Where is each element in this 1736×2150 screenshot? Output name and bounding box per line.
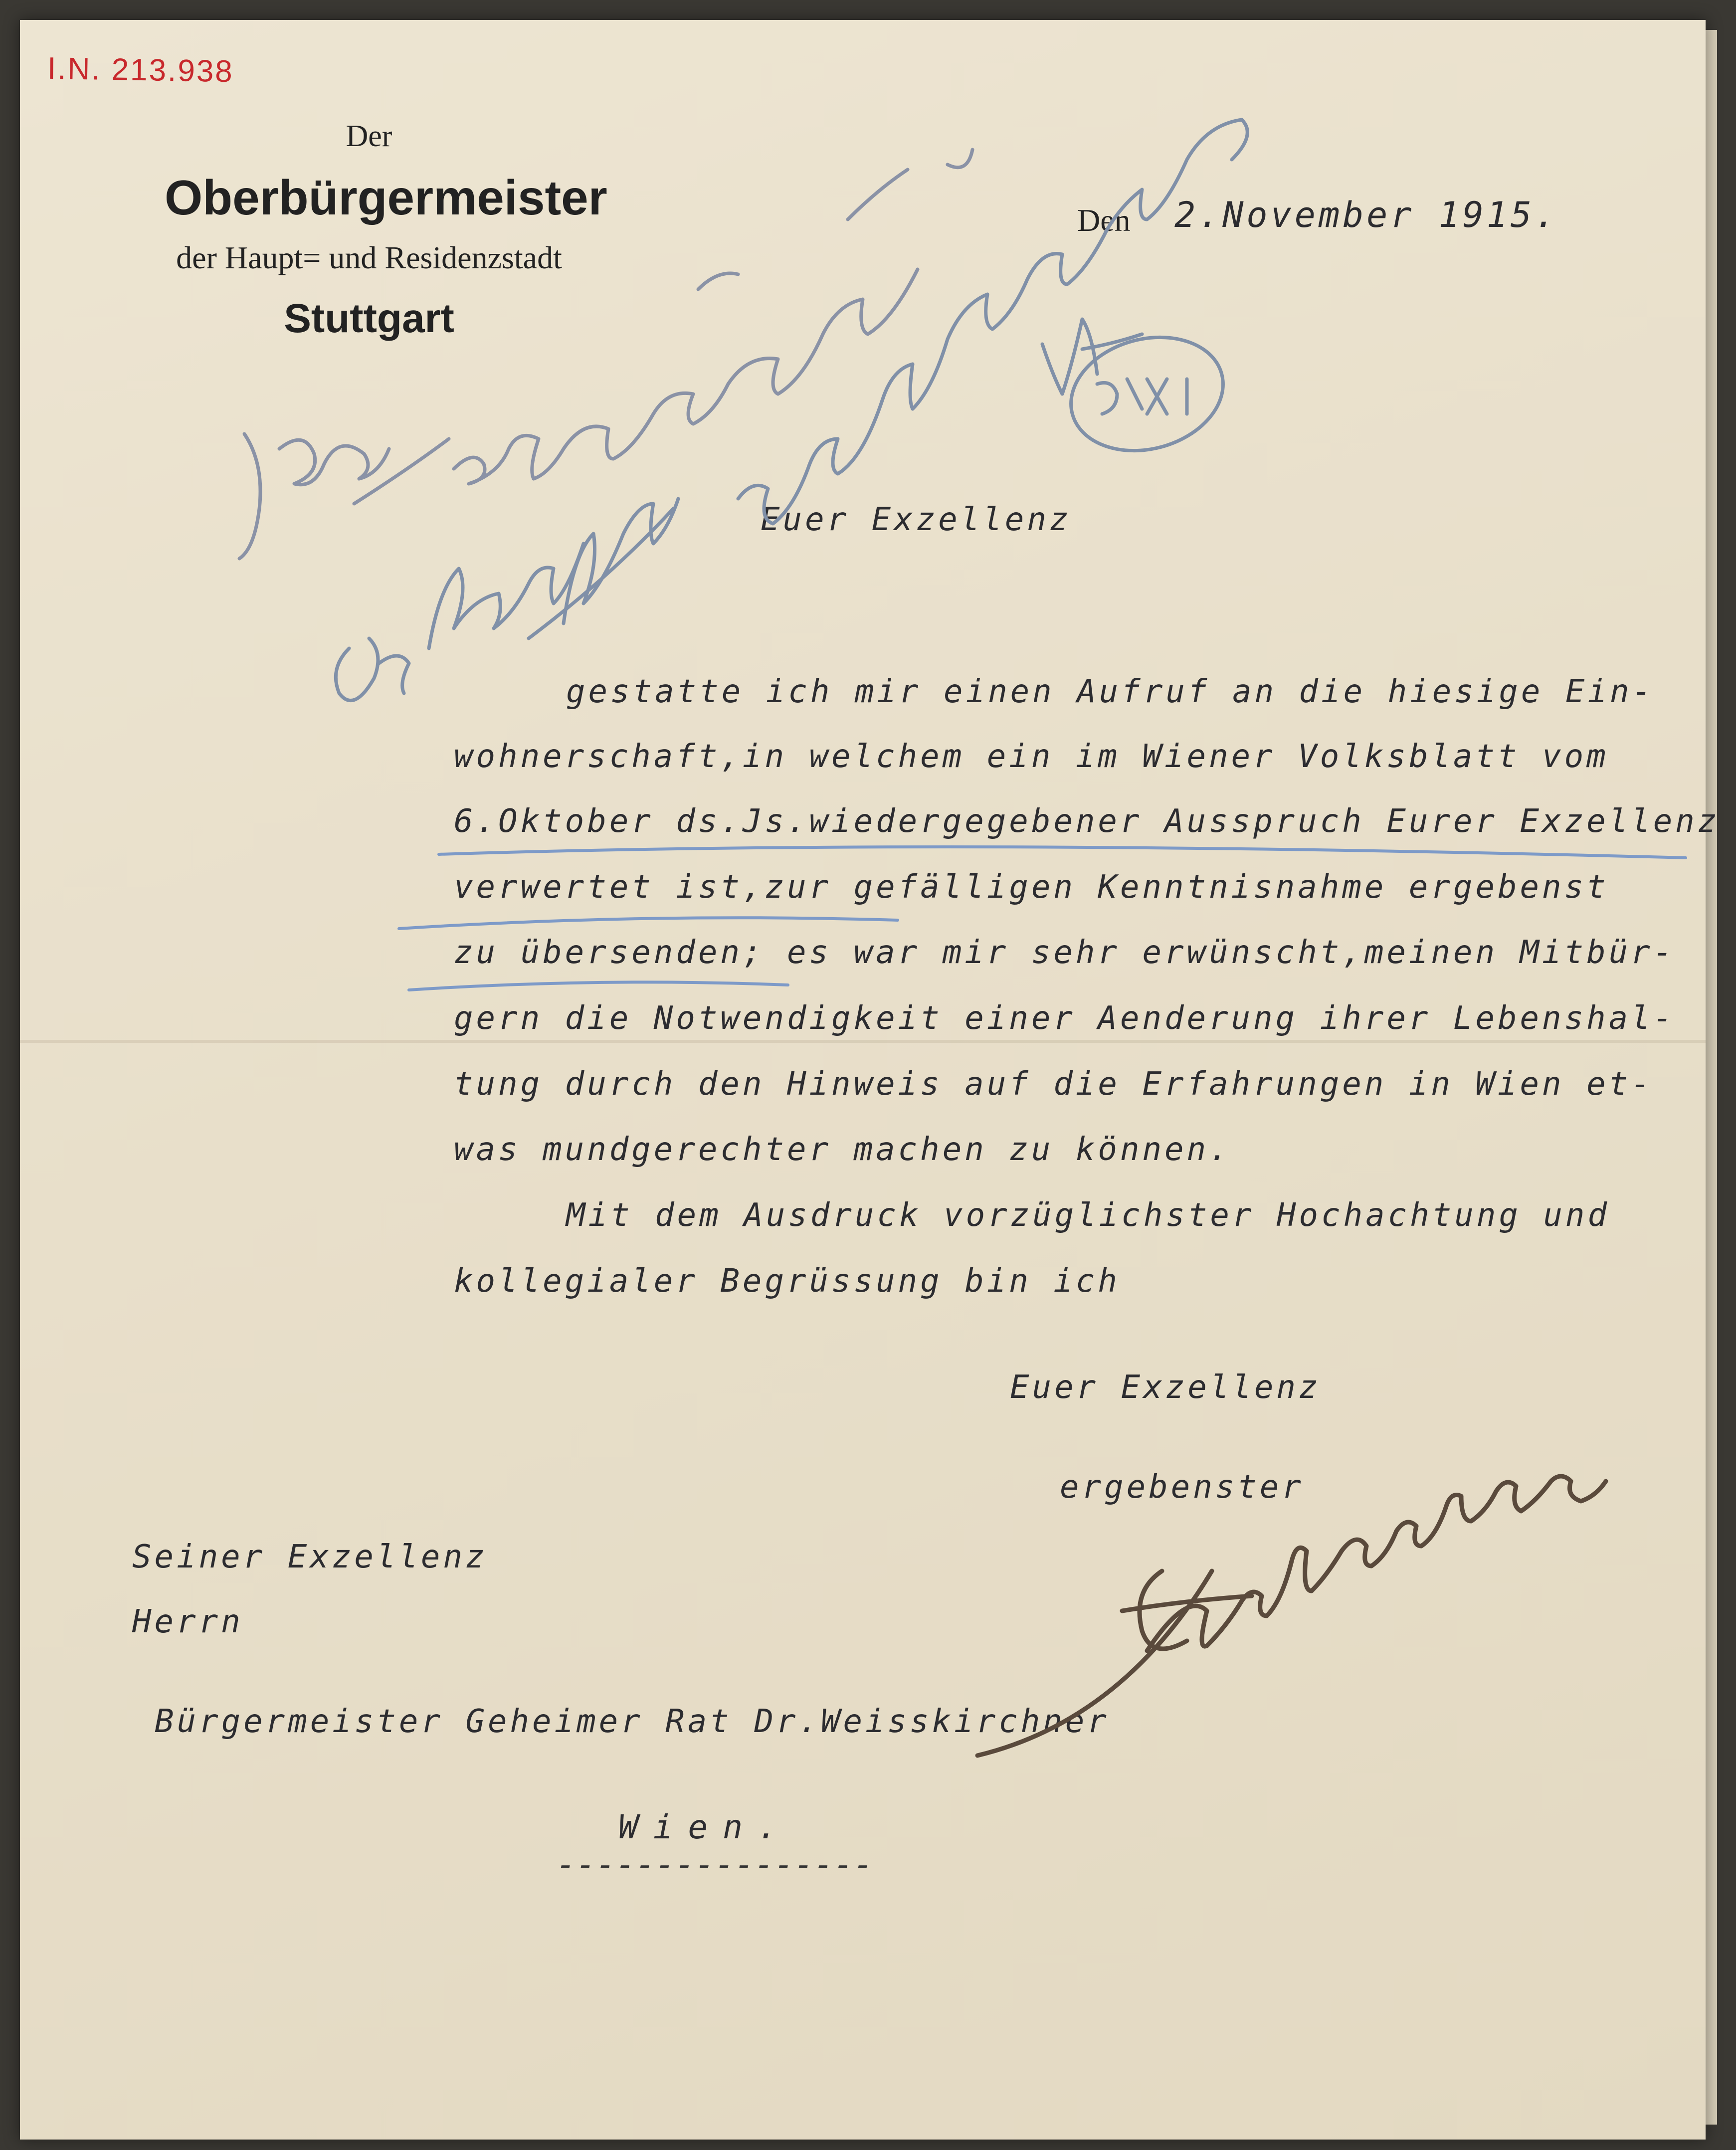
body-line: wohnerschaft,in welchem ein im Wiener Volksblatt vom <box>454 738 1609 775</box>
body-line: zu übersenden; es war mir sehr erwünscht,meinen Mitbür- <box>454 934 1676 971</box>
body-line: gestatte ich mir einen Aufruf an die hiesige Ein- <box>566 673 1655 710</box>
letterhead-der: Der <box>346 119 392 153</box>
inventory-number: I.N. 213.938 <box>47 51 234 89</box>
paper-fold <box>20 1040 1706 1043</box>
dateline-den: Den <box>1077 202 1131 238</box>
address-line-2: Herrn <box>132 1603 243 1640</box>
salutation: Euer Exzellenz <box>761 501 1072 538</box>
address-city: Wien. <box>618 1808 792 1846</box>
body-line: 6.Oktober ds.Js.wiedergegebener Ausspruch Eurer Exzellenz <box>454 803 1720 840</box>
body-line: Mit dem Ausdruck vorzüglichster Hochachtung und <box>566 1197 1610 1234</box>
closing-salutation: Euer Exzellenz <box>1010 1369 1321 1406</box>
body-line: gern die Notwendigkeit einer Aenderung ihrer Lebenshal- <box>454 1000 1676 1037</box>
closing-ergebenster: ergebenster <box>1060 1469 1304 1506</box>
address-line-1: Seiner Exzellenz <box>132 1539 488 1575</box>
body-line: verwertet ist,zur gefälligen Kenntnisnahme ergebenst <box>454 869 1609 906</box>
address-line-3: Bürgermeister Geheimer Rat Dr.Weisskirchner <box>155 1703 1110 1740</box>
letterhead-city-line: der Haupt= und Residenzstadt <box>176 240 562 275</box>
letter-date: 2.November 1915. <box>1174 195 1559 235</box>
body-line: tung durch den Hinweis auf die Erfahrungen in Wien et- <box>454 1066 1653 1103</box>
body-line: was mundgerechter machen zu können. <box>454 1131 1231 1168</box>
letterhead-title: Oberbürgermeister <box>165 170 607 225</box>
address-underline: ---------------- <box>556 1845 873 1884</box>
letterhead-city: Stuttgart <box>284 296 454 341</box>
body-line: kollegialer Begrüssung bin ich <box>454 1263 1120 1300</box>
